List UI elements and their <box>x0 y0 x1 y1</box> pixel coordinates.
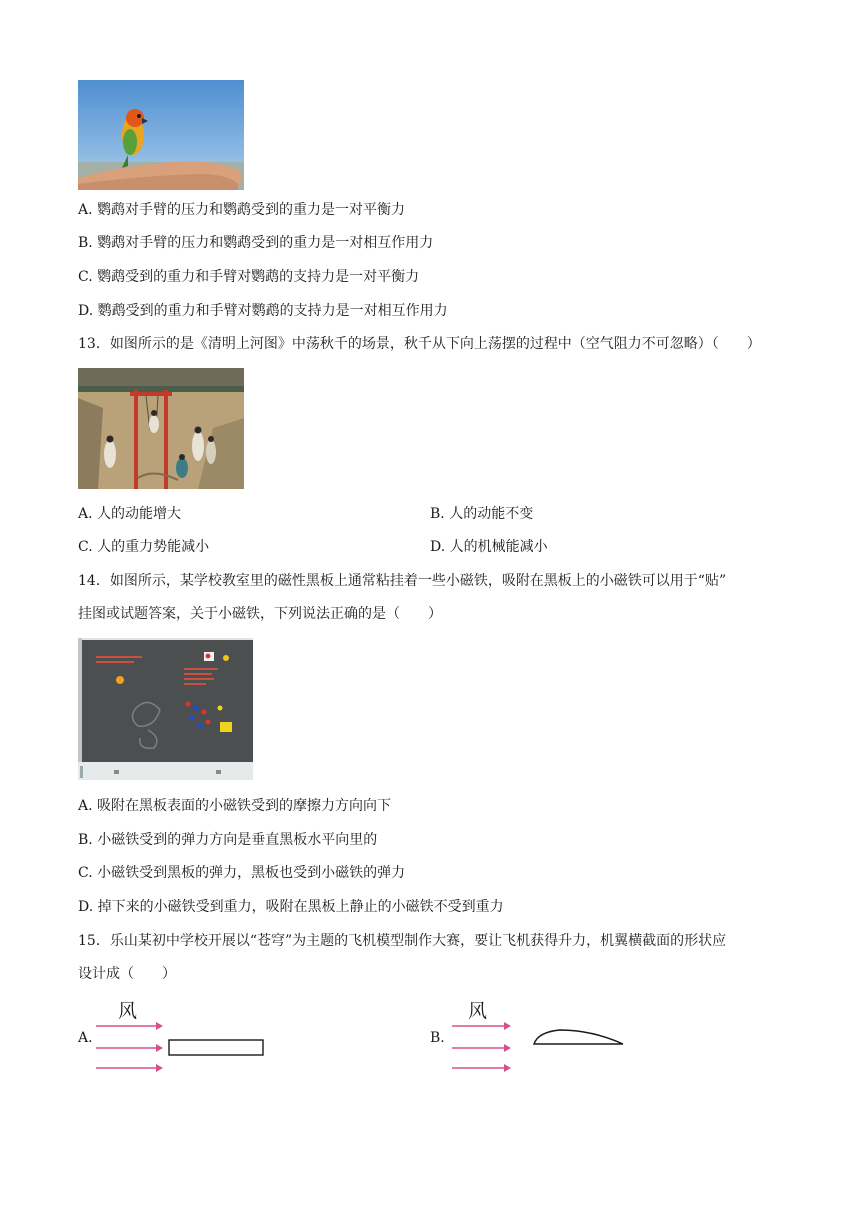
q13-option-d[interactable]: D. 人的机械能减小 <box>430 539 548 555</box>
q13-option-a[interactable]: A. 人的动能增大 <box>78 506 182 522</box>
q15-option-b-wind-label: 风 <box>468 1000 488 1022</box>
q15-option-a-wind-label: 风 <box>118 1000 138 1022</box>
q14-option-c[interactable]: C. 小磁铁受到黑板的弹力，黑板也受到小磁铁的弹力 <box>78 865 406 881</box>
q13-option-b[interactable]: B. 人的动能不变 <box>430 506 534 522</box>
q12-option-b[interactable]: B. 鹦鹉对手臂的压力和鹦鹉受到的重力是一对相互作用力 <box>78 235 434 251</box>
parrot-photo <box>78 80 244 190</box>
swing-painting <box>78 368 244 489</box>
q14-option-d[interactable]: D. 掉下来的小磁铁受到重力，吸附在黑板上静止的小磁铁不受到重力 <box>78 899 504 915</box>
airfoil-wing <box>534 1030 623 1044</box>
q13-option-c[interactable]: C. 人的重力势能减小 <box>78 539 210 555</box>
q15-option-b-figure <box>452 1016 632 1078</box>
q15-option-a-label[interactable]: A. <box>78 1030 93 1046</box>
wind-arrows <box>452 1022 511 1072</box>
q12-option-a[interactable]: A. 鹦鹉对手臂的压力和鹦鹉受到的重力是一对平衡力 <box>78 202 406 218</box>
flat-rectangle-wing <box>169 1040 263 1055</box>
q14-option-b[interactable]: B. 小磁铁受到的弹力方向是垂直黑板水平向里的 <box>78 832 378 848</box>
q15-option-b-label[interactable]: B. <box>430 1030 445 1046</box>
magnetic-blackboard-photo <box>78 638 253 780</box>
q15-stem-line2: 设计成（ ） <box>78 966 176 982</box>
q13-stem: 13．如图所示的是《清明上河图》中荡秋千的场景，秋千从下向上荡摆的过程中（空气阻力不可忽略）（ ） <box>78 336 761 352</box>
wind-arrows <box>96 1022 163 1072</box>
q12-option-d[interactable]: D. 鹦鹉受到的重力和手臂对鹦鹉的支持力是一对相互作用力 <box>78 303 448 319</box>
q14-stem-line1: 14．如图所示，某学校教室里的磁性黑板上通常粘挂着一些小磁铁，吸附在黑板上的小磁铁可以用于“贴” <box>78 573 727 589</box>
q14-option-a[interactable]: A. 吸附在黑板表面的小磁铁受到的摩擦力方向向下 <box>78 798 392 814</box>
q15-option-a-figure <box>96 1016 276 1078</box>
q15-stem-line1: 15．乐山某初中学校开展以“苍穹”为主题的飞机模型制作大赛，要让飞机获得升力，机翼横截面的形状应 <box>78 933 727 949</box>
q14-stem-line2: 挂图或试题答案，关于小磁铁，下列说法正确的是（ ） <box>78 606 442 622</box>
q12-option-c[interactable]: C. 鹦鹉受到的重力和手臂对鹦鹉的支持力是一对平衡力 <box>78 269 420 285</box>
